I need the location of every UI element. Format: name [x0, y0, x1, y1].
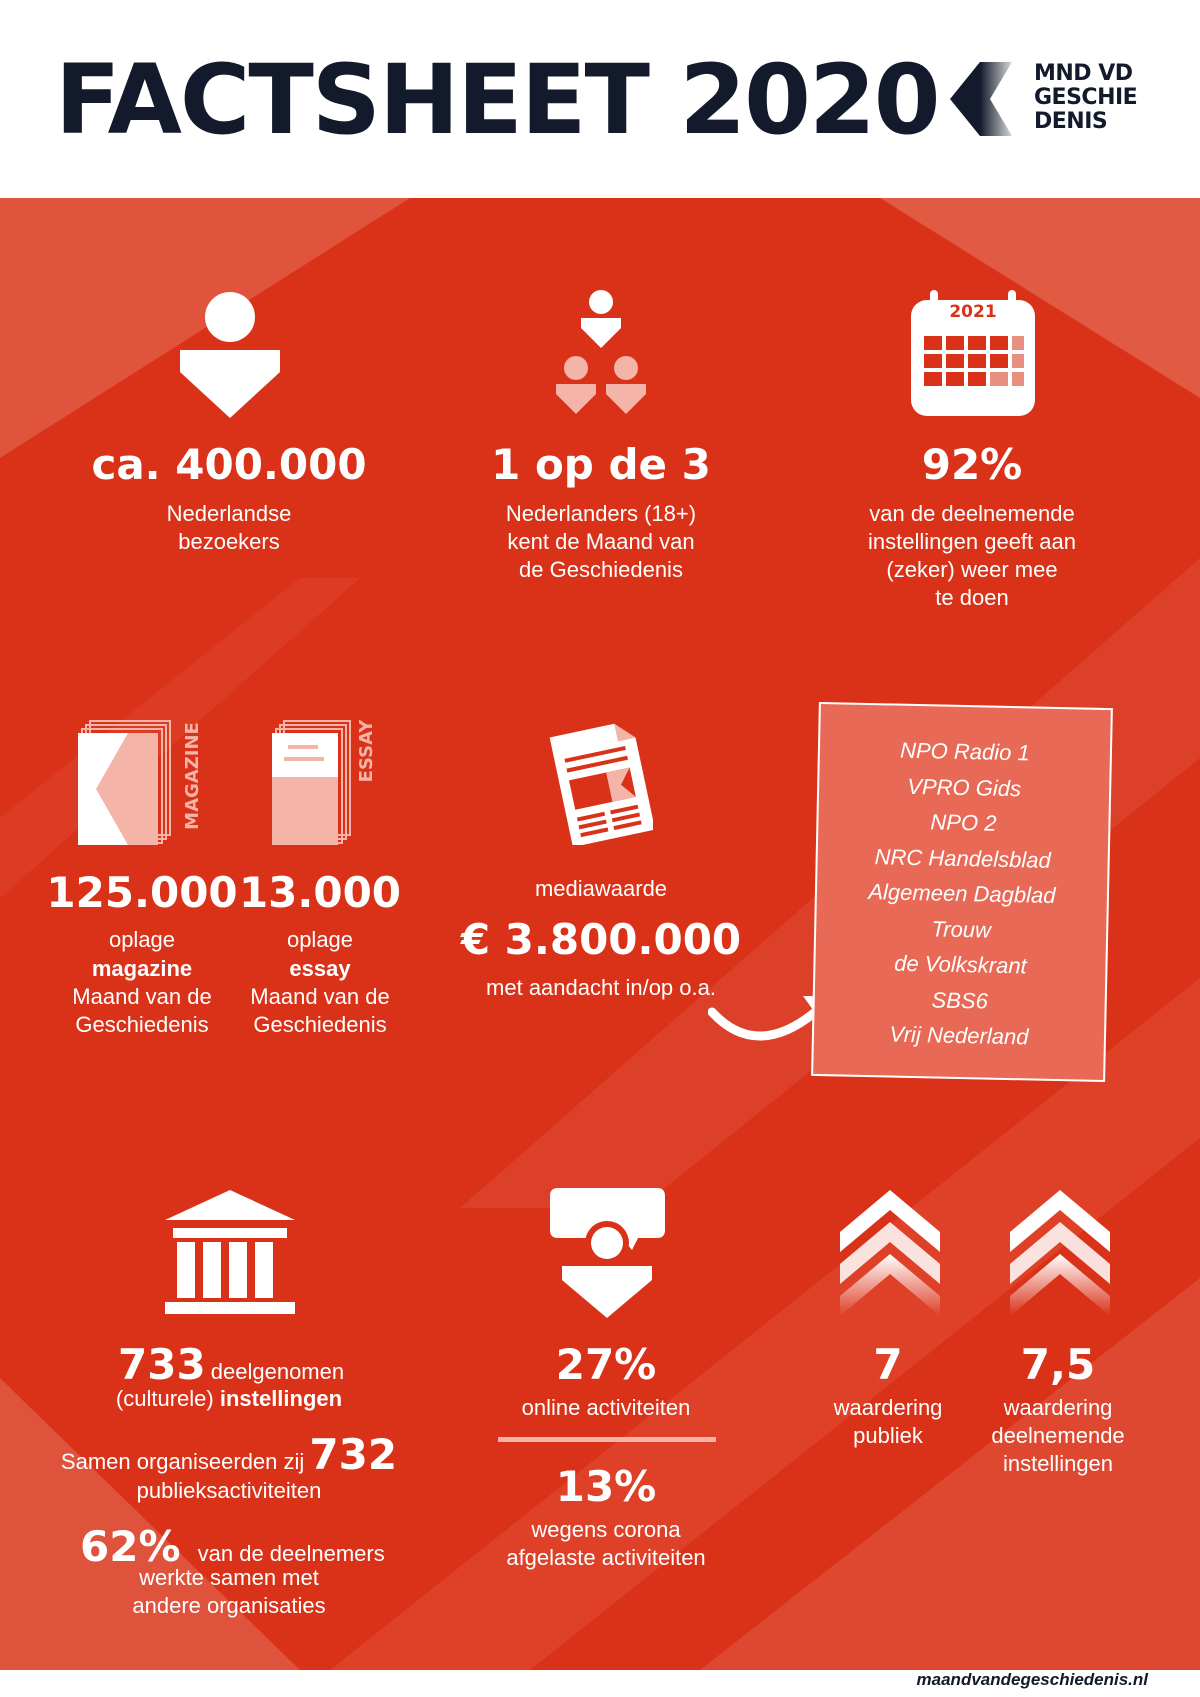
- newspaper-icon: [548, 720, 653, 845]
- cancelled-desc: wegens corona afgelaste activiteiten: [506, 1517, 706, 1570]
- organized-text2: publieksactiviteiten: [136, 1478, 322, 1503]
- institutions-line: [118, 1340, 344, 1389]
- visitors-desc: Nederlandse bezoekers: [166, 501, 292, 554]
- media-desc: met aandacht in/op o.a.: [486, 975, 716, 1000]
- essay-label: ESSAY: [356, 719, 377, 783]
- collab-value: 62%: [80, 1522, 181, 1571]
- institutions-value: 733: [118, 1340, 206, 1389]
- media-outlet: Algemeen Dagblad: [868, 879, 1056, 908]
- organized-value: 732: [309, 1430, 398, 1479]
- website-link[interactable]: maandvandegeschiedenis.nl: [916, 1670, 1148, 1689]
- essay-line2: essay: [289, 956, 351, 981]
- chevrons-up-icon: [1010, 1190, 1110, 1320]
- magazine-value: 125.000: [46, 868, 238, 917]
- essay-line3: Maand van de Geschiedenis: [250, 984, 390, 1037]
- media-outlet: Vrij Nederland: [889, 1021, 1029, 1050]
- group-icon: [546, 290, 656, 420]
- media-value: € 3.800.000: [460, 915, 742, 964]
- cancelled-value: 13%: [555, 1462, 657, 1511]
- magazine-line1: oplage: [108, 927, 176, 952]
- essay-icon: [272, 715, 382, 845]
- awareness-value: 1 op de 3: [491, 440, 711, 489]
- logo: [950, 60, 1150, 150]
- page-title: FACTSHEET 2020: [55, 44, 939, 156]
- media-outlet: NRC Handelsblad: [874, 843, 1052, 873]
- essay-line1: oplage: [286, 927, 354, 952]
- organized-line: [61, 1430, 397, 1479]
- media-outlet: NPO 2: [930, 809, 997, 836]
- speech-person-icon: [550, 1188, 665, 1318]
- institutions-line2: [116, 1386, 342, 1412]
- media-outlets-box: [811, 702, 1113, 1082]
- magazine-label: MAGAZINE: [182, 722, 203, 830]
- rating-public-desc: waardering publiek: [833, 1395, 943, 1448]
- institutions-text-c: instellingen: [219, 1386, 343, 1411]
- chevrons-up-icon: [840, 1190, 940, 1320]
- rating-inst-desc: waardering deelnemende instellingen: [991, 1395, 1125, 1476]
- logo-chevron-icon: [950, 60, 1030, 138]
- media-outlet: SBS6: [931, 986, 989, 1014]
- logo-line-2: GESCHIE: [1034, 85, 1138, 110]
- museum-icon: [165, 1190, 295, 1315]
- media-outlet: NPO Radio 1: [899, 737, 1031, 766]
- media-label: mediawaarde: [534, 876, 668, 901]
- rating-inst-value: 7,5: [1020, 1340, 1096, 1389]
- magazine-line2: magazine: [91, 956, 193, 981]
- online-value: 27%: [555, 1340, 657, 1389]
- magazine-line3: Maand van de Geschiedenis: [72, 984, 212, 1037]
- magazine-icon: [78, 715, 208, 845]
- institutions-text-b: (culturele): [115, 1386, 214, 1411]
- logo-line-3: DENIS: [1034, 109, 1108, 134]
- calendar-icon: [908, 290, 1038, 420]
- institutions-text-a: deelgenomen: [210, 1359, 345, 1384]
- divider: [498, 1437, 716, 1442]
- visitors-value: ca. 400.000: [91, 440, 367, 489]
- return-value: 92%: [921, 440, 1023, 489]
- organized-text: Samen organiseerden zij: [60, 1449, 305, 1474]
- collab-text: van de deelnemers: [197, 1541, 385, 1566]
- media-outlet: VPRO Gids: [907, 773, 1022, 801]
- media-outlet: Trouw: [931, 915, 992, 943]
- return-desc: van de deelnemende instellingen geeft aan (zeker) weer mee te doen: [868, 501, 1076, 610]
- logo-line-1: MND VD: [1034, 61, 1133, 86]
- collab-text2: werkte samen met andere organisaties: [132, 1565, 326, 1618]
- media-outlet: de Volkskrant: [893, 950, 1027, 979]
- rating-public-value: 7: [873, 1340, 903, 1389]
- awareness-desc: Nederlanders (18+) kent de Maand van de Geschiedenis: [505, 501, 697, 582]
- essay-value: 13.000: [238, 868, 402, 917]
- calendar-year: 2021: [949, 302, 997, 322]
- online-desc: online activiteiten: [521, 1395, 691, 1420]
- person-icon: [180, 292, 280, 422]
